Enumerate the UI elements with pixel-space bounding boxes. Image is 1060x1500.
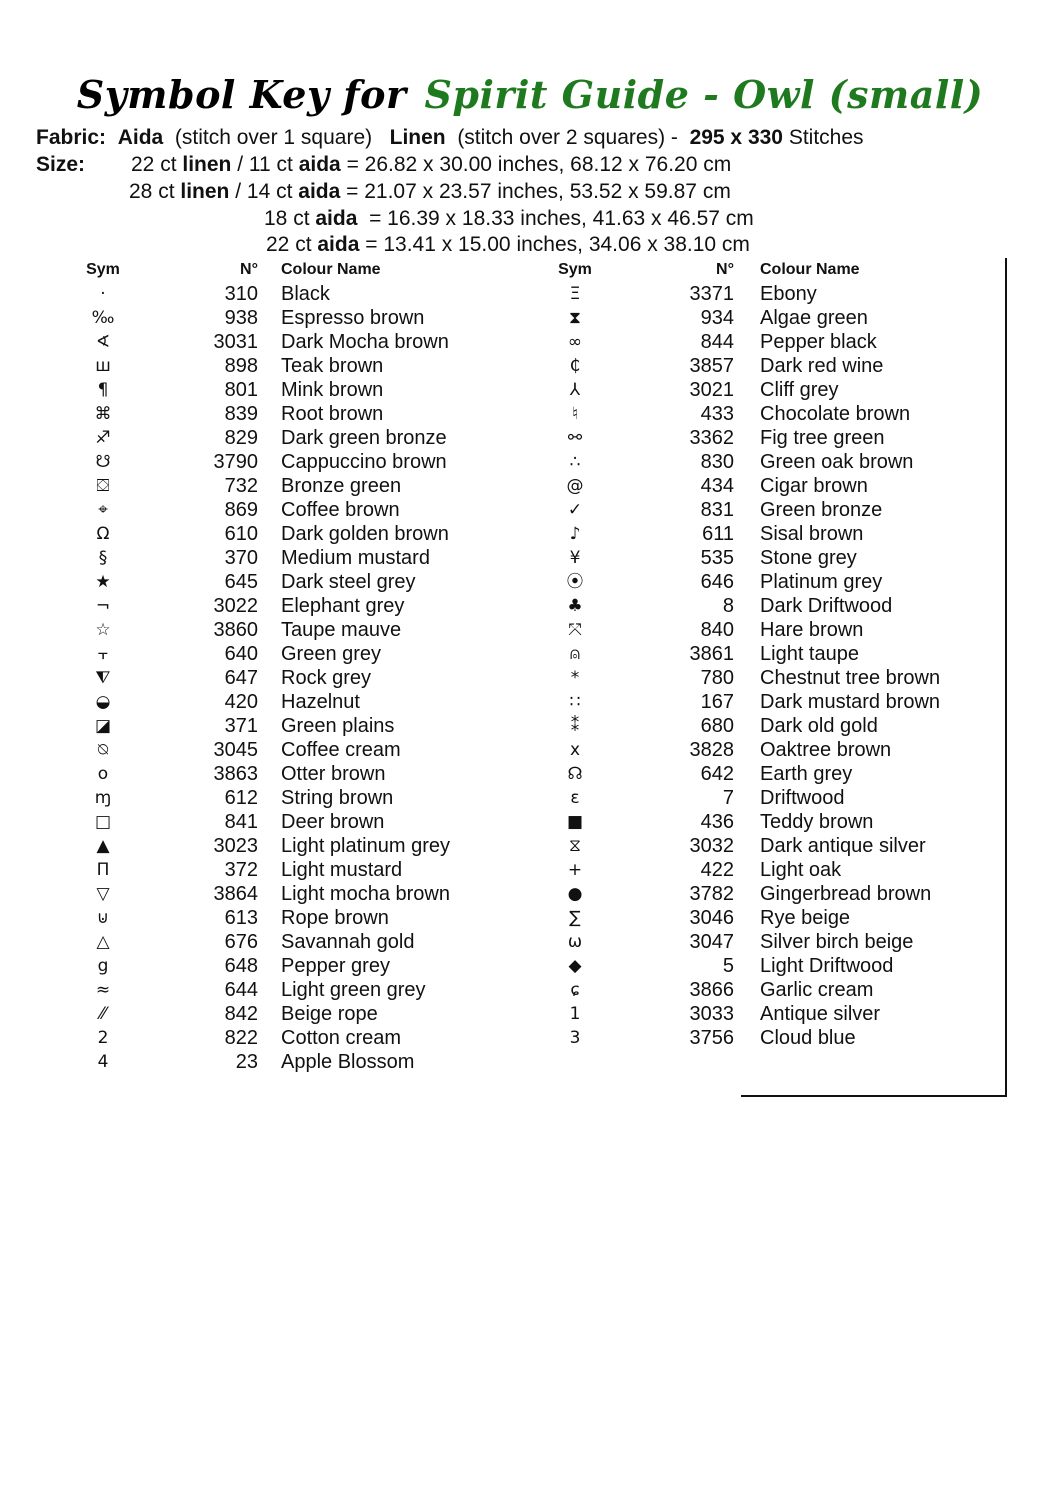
symbol: x [569,740,581,760]
symbol: ⍉ [97,740,109,760]
colour-number: 830 [700,451,734,473]
symbol: ₵ [569,356,581,376]
colour-number: 831 [700,499,734,521]
colour-name: Earth grey [760,763,853,785]
size-fabric: linen [182,153,232,176]
colour-name: String brown [281,787,394,809]
colour-number: 7 [722,787,734,809]
colour-number: 436 [700,811,734,833]
symbol: ♣ [567,596,583,616]
size-fabric: aida [315,207,358,230]
colour-name: Teak brown [281,355,384,377]
colour-name: Cloud blue [760,1027,856,1049]
colour-name: Dark steel grey [281,571,416,593]
colour-name: Bronze green [281,475,402,497]
colour-number: 841 [224,811,258,833]
colour-name: Dark antique silver [760,835,926,857]
colour-number: 3866 [689,979,734,1001]
symbol: ☊ [567,764,583,784]
colour-name: Stone grey [760,547,857,569]
colour-name: Hare brown [760,619,864,641]
colour-number: 3045 [213,739,258,761]
colour-number: 3857 [689,355,734,377]
colour-number: 3023 [213,835,258,857]
colour-number: 898 [224,355,258,377]
table-border-bottom [741,1095,1007,1097]
size-label: Size: [36,153,86,176]
symbol: □ [94,812,112,832]
symbol: ♪ [569,524,581,544]
symbol: ◒ [95,692,111,712]
size-pre: 18 ct [264,207,316,230]
symbol: ⁑ [570,716,580,736]
colour-number: 732 [224,475,258,497]
fabric-line [36,126,864,150]
stitch-suffix: Stitches [788,126,864,149]
size-pre: 28 ct [129,180,181,203]
symbol: ■ [566,812,584,832]
symbol: ∷ [569,692,581,712]
colour-number: 611 [702,523,734,545]
colour-name: Rock grey [281,667,372,689]
symbol: ▲ [96,836,110,856]
colour-name: Rye beige [760,907,851,929]
symbol: ▽ [96,884,110,904]
colour-number: 3828 [689,739,734,761]
colour-name: Root brown [281,403,384,425]
symbol: o [97,764,109,784]
colour-number: 780 [700,667,734,689]
colour-name: Dark green bronze [281,427,447,449]
colour-number: 844 [700,331,734,353]
colour-name: Pepper black [760,331,877,353]
colour-name: Savannah gold [281,931,415,953]
size-mid: / 14 ct [229,180,299,203]
colour-number: 167 [700,691,734,713]
colour-number: 640 [224,643,258,665]
symbol: ш [95,356,111,376]
colour-name: Ebony [760,283,817,305]
page-title [0,72,1060,117]
fabric-aida: Aida [117,126,164,149]
size-fabric: aida [298,180,341,203]
colour-number: 3046 [689,907,734,929]
colour-name: Medium mustard [281,547,430,569]
fabric-linen-note: (stitch over 2 squares) - [457,126,678,149]
header-sym: Sym [558,261,592,278]
size-line [129,180,731,204]
symbol: ∞ [567,332,583,352]
colour-name: Dark old gold [760,715,878,737]
colour-name: Elephant grey [281,595,405,617]
size-dimensions: = 21.07 x 23.57 inches, 53.52 x 59.87 cm [340,180,731,203]
colour-number: 676 [224,931,258,953]
symbol: ◆ [568,956,582,976]
colour-number: 8 [722,595,734,617]
colour-name: Algae green [760,307,868,329]
colour-number: 3021 [689,379,734,401]
title-prefix: Symbol Key for [76,72,407,117]
colour-number: 371 [224,715,258,737]
colour-name: Oaktree brown [760,739,892,761]
colour-number: 433 [700,403,734,425]
symbol: Ω [96,524,110,544]
symbol: △ [96,932,110,952]
symbol: ⌖ [98,500,108,520]
symbol: ★ [95,572,111,592]
colour-number: 3863 [213,763,258,785]
colour-name: Chestnut tree brown [760,667,941,689]
symbol: 3 [569,1028,581,1048]
colour-number: 613 [224,907,258,929]
symbol: ☆ [95,620,111,640]
symbol: ⦿ [566,572,584,592]
colour-name: Light platinum grey [281,835,450,857]
colour-name: Driftwood [760,787,845,809]
colour-name: Rope brown [281,907,389,929]
colour-name: Dark red wine [760,355,884,377]
fabric-linen: Linen [389,126,446,149]
colour-number: 646 [700,571,734,593]
symbol: ✓ [567,500,583,520]
colour-name: Taupe mauve [281,619,402,641]
colour-name: Dark mustard brown [760,691,941,713]
symbol: @ [566,476,584,496]
colour-name: Dark Mocha brown [281,331,449,353]
colour-number: 370 [224,547,258,569]
colour-number: 842 [224,1003,258,1025]
colour-number: 642 [700,763,734,785]
symbol: ◪ [94,716,112,736]
colour-number: 3031 [213,331,258,353]
colour-name: Fig tree green [760,427,885,449]
colour-name: Antique silver [760,1003,881,1025]
colour-name: Green grey [281,643,382,665]
symbol: ♮ [571,404,579,424]
symbol: ⧨ [95,668,111,688]
stitch-count: 295 x 330 [689,126,783,149]
colour-name: Mink brown [281,379,384,401]
symbol: + [567,860,583,880]
size-dimensions: = 26.82 x 30.00 inches, 68.12 x 76.20 cm [340,153,732,176]
colour-name: Dark Driftwood [760,595,893,617]
colour-name: Cotton cream [281,1027,402,1049]
symbol: ∢ [95,332,111,352]
colour-name: Garlic cream [760,979,874,1001]
colour-name: Light taupe [760,643,859,665]
symbol: ∴ [569,452,581,472]
size-mid: / 11 ct [231,153,299,176]
symbol: Ξ [569,284,581,304]
size-line [264,207,754,231]
symbol: ɛ [570,788,580,808]
symbol: ⫟ [97,644,109,664]
colour-number: 645 [224,571,258,593]
colour-number: 372 [224,859,258,881]
colour-number: 829 [224,427,258,449]
colour-number: 3782 [689,883,734,905]
colour-number: 801 [224,379,258,401]
symbol: ⛋ [96,476,110,496]
colour-number: 644 [224,979,258,1001]
header-number: N° [240,261,258,278]
colour-number: 3756 [689,1027,734,1049]
colour-number: 869 [224,499,258,521]
symbol: * [570,668,580,688]
colour-name: Apple Blossom [281,1051,415,1073]
colour-name: Cigar brown [760,475,868,497]
colour-number: 5 [722,955,734,977]
colour-name: Deer brown [281,811,385,833]
header-colour-name: Colour Name [281,261,381,278]
fabric-aida-note: (stitch over 1 square) [174,126,373,149]
colour-name: Beige rope [281,1003,378,1025]
colour-number: 839 [224,403,258,425]
colour-number: 840 [700,619,734,641]
colour-number: 3033 [689,1003,734,1025]
colour-number: 934 [700,307,734,329]
colour-number: 680 [700,715,734,737]
symbol: ω [567,932,583,952]
symbol: 2 [97,1028,109,1048]
table-border-right [1005,258,1007,1097]
colour-name: Silver birch beige [760,931,914,953]
symbol: ⚯ [567,428,583,448]
fabric-label: Fabric: [36,126,107,149]
colour-name: Otter brown [281,763,386,785]
header-sym: Sym [86,261,120,278]
colour-number: 648 [224,955,258,977]
colour-number: 822 [224,1027,258,1049]
colour-name: Gingerbread brown [760,883,932,905]
header-colour-name: Colour Name [760,261,860,278]
colour-number: 610 [224,523,258,545]
symbol: ⊍ [96,908,110,928]
colour-number: 3864 [213,883,258,905]
colour-name: Pepper grey [281,955,390,977]
colour-number: 938 [224,307,258,329]
colour-name: Black [281,283,330,305]
colour-number: 23 [235,1051,258,1073]
symbol: ɱ [94,788,112,808]
pattern-name: Spirit Guide - Owl (small) [424,72,984,117]
colour-number: 3790 [213,451,258,473]
symbol: ¬ [95,596,111,616]
colour-number: 3362 [689,427,734,449]
colour-name: Cappuccino brown [281,451,447,473]
colour-number: 647 [224,667,258,689]
colour-name: Green oak brown [760,451,914,473]
symbol: ⧗ [569,308,581,328]
symbol: ‰ [91,308,115,328]
symbol: 1 [569,1004,581,1024]
colour-name: Sisal brown [760,523,864,545]
colour-number: 3022 [213,595,258,617]
symbol: § [98,548,108,568]
symbol: ♐ [95,428,111,448]
colour-name: Light Driftwood [760,955,894,977]
colour-name: Dark golden brown [281,523,449,545]
colour-number: 3047 [689,931,734,953]
colour-number: 612 [224,787,258,809]
size-fabric: aida [298,153,341,176]
symbol: g [97,956,109,976]
colour-name: Platinum grey [760,571,883,593]
colour-number: 422 [700,859,734,881]
symbol: ¶ [97,380,109,400]
symbol: ⁄⁄ [100,1004,106,1024]
colour-number: 3371 [689,283,734,305]
size-fabric: linen [180,180,230,203]
size-pre: 22 ct [266,233,318,256]
symbol: 4 [97,1052,109,1072]
colour-name: Espresso brown [281,307,425,329]
colour-number: 3860 [213,619,258,641]
colour-name: Coffee cream [281,739,401,761]
size-line [131,153,731,177]
size-pre: 22 ct [131,153,183,176]
colour-name: Light oak [760,859,842,881]
size-fabric: aida [317,233,360,256]
colour-name: Green plains [281,715,395,737]
colour-name: Cliff grey [760,379,839,401]
symbol: ☋ [95,452,111,472]
symbol: ∑ [569,908,581,928]
symbol: · [100,284,106,304]
colour-number: 535 [700,547,734,569]
colour-name: Hazelnut [281,691,360,713]
size-dimensions: = 16.39 x 18.33 inches, 41.63 x 46.57 cm [357,207,754,230]
symbol: ¥ [569,548,581,568]
colour-number: 420 [224,691,258,713]
symbol: ⌘ [94,404,112,424]
header-number: N° [716,261,734,278]
symbol: ⍝ [569,644,581,664]
colour-name: Green bronze [760,499,883,521]
colour-name: Teddy brown [760,811,874,833]
symbol: ≈ [95,980,111,1000]
colour-number: 3861 [689,643,734,665]
colour-number: 310 [224,283,258,305]
symbol: ⧖ [569,836,581,856]
size-dimensions: = 13.41 x 15.00 inches, 34.06 x 38.10 cm [359,233,750,256]
symbol: ⤧ [568,620,582,640]
colour-name: Coffee brown [281,499,400,521]
symbol: ɕ [570,980,580,1000]
size-line [266,233,750,257]
colour-name: Light mocha brown [281,883,450,905]
symbol: ⅄ [569,380,581,400]
colour-name: Light mustard [281,859,403,881]
symbol: ● [567,884,583,904]
colour-name: Chocolate brown [760,403,911,425]
colour-name: Light green grey [281,979,426,1001]
colour-number: 434 [700,475,734,497]
symbol: Π [96,860,110,880]
colour-number: 3032 [689,835,734,857]
